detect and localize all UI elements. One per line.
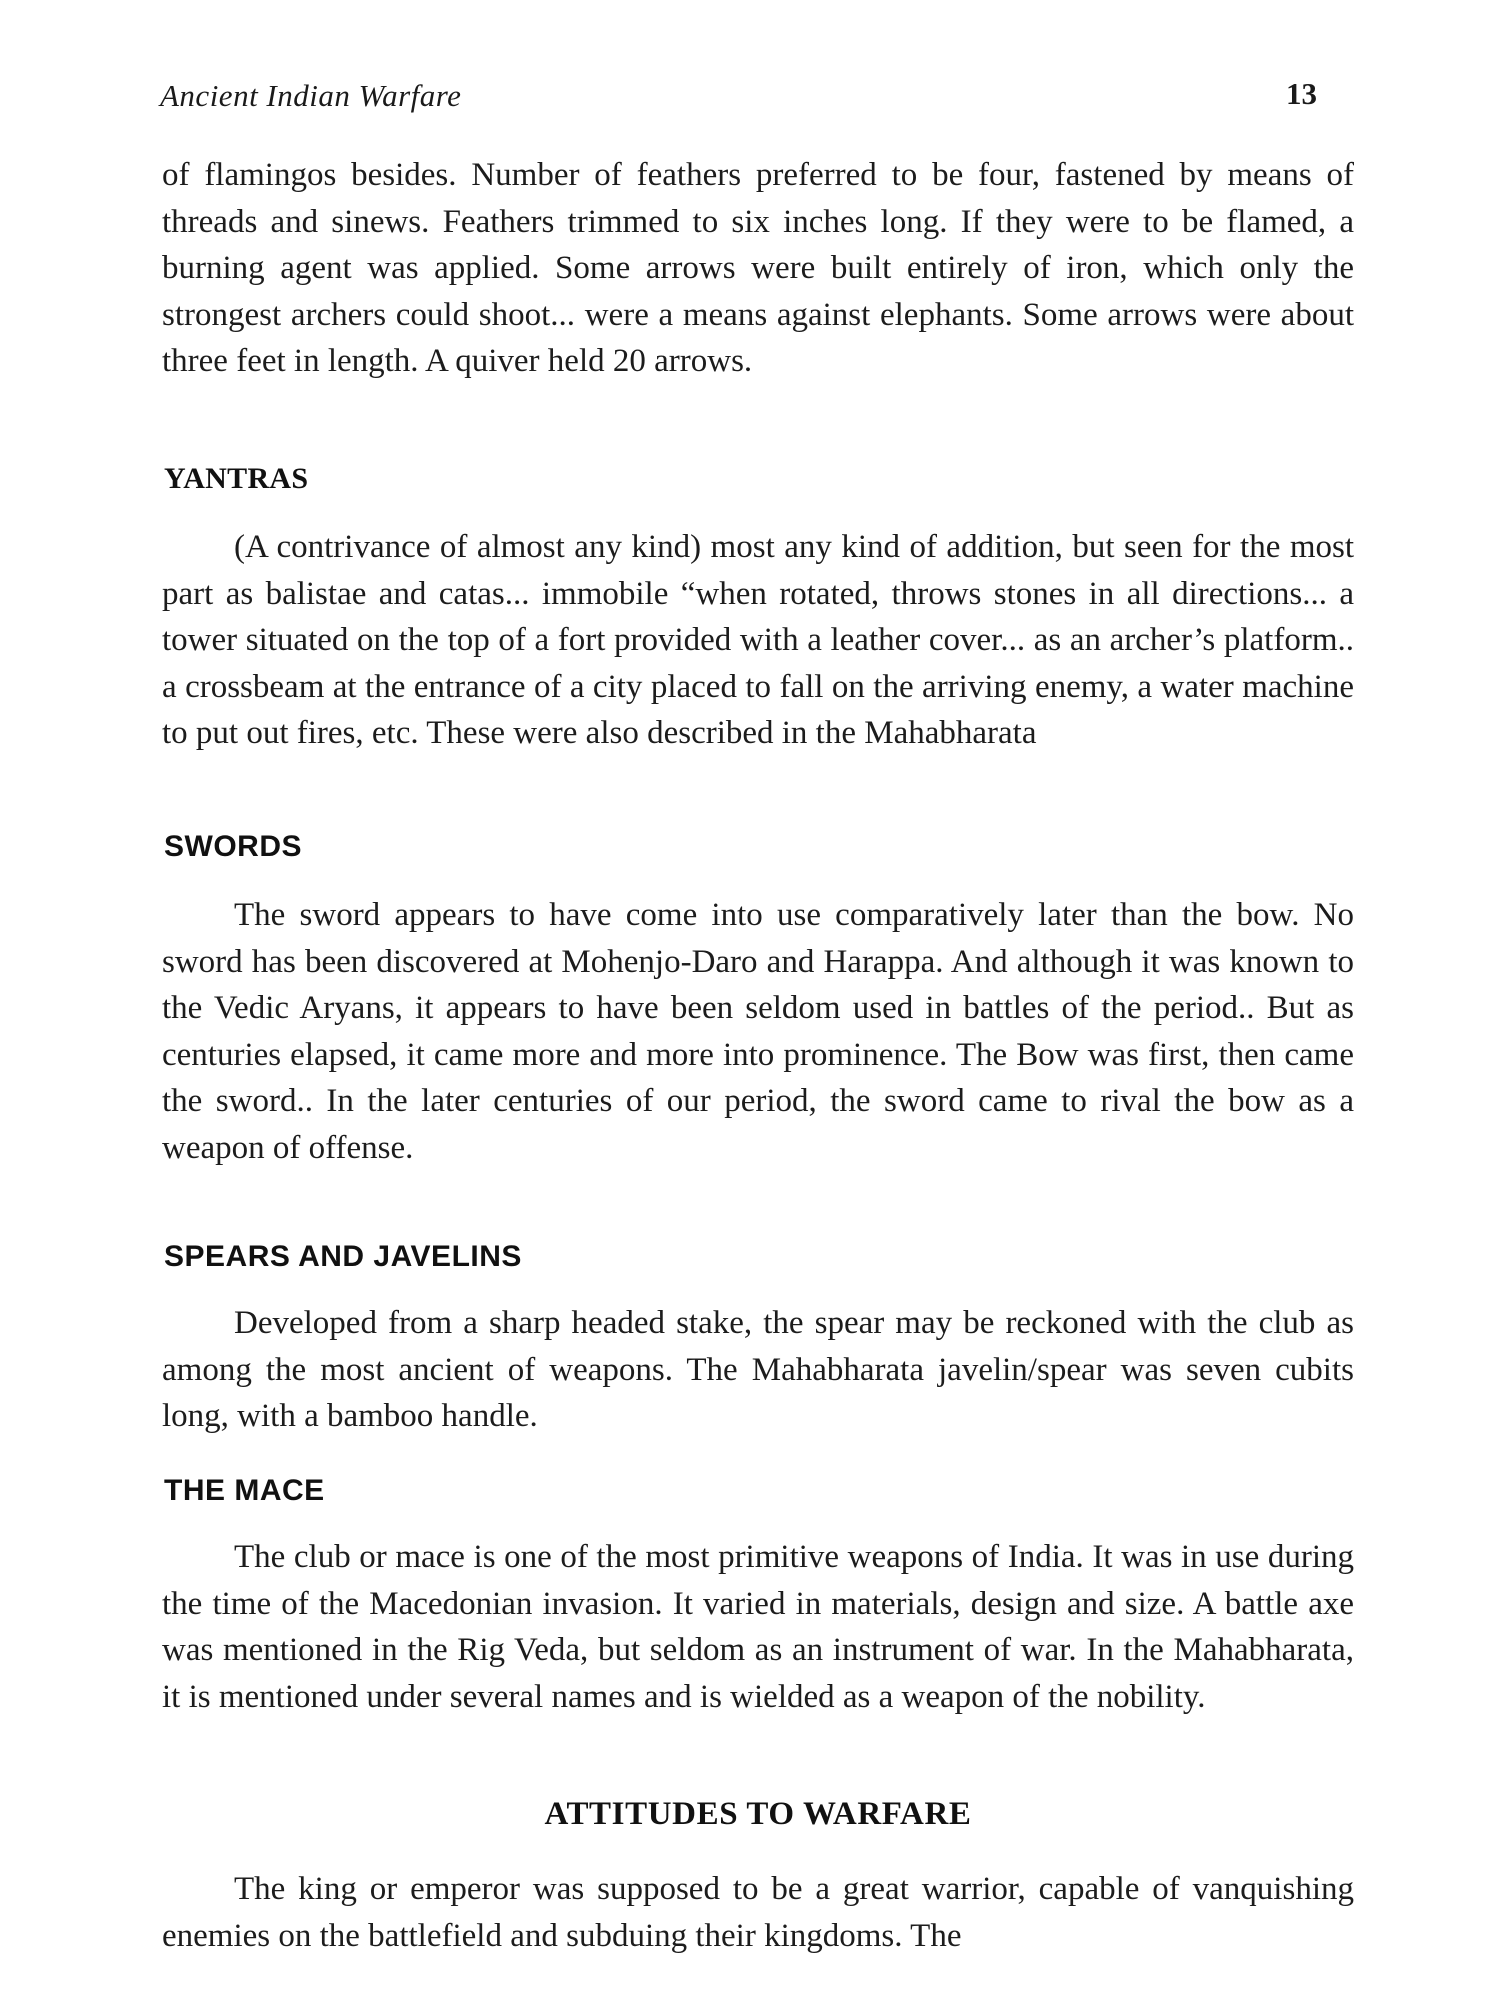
paragraph-swords: The sword appears to have come into use comparatively later than the bow. No sword has been discovered at Mohenjo-Daro and Harappa. And although it was known to the Vedic Aryans, it appears to have been seldom used in battles of the period.. But as centuries elapsed, it came more and more into prominence. The Bow was first, then came the sword.. In the later centuries of our period, the sword came to rival the bow as a weapon of offense. [162,897,1354,1166]
heading-attitudes-to-warfare: ATTITUDES TO WARFARE [544,1796,972,1832]
page-number: 13 [1286,76,1317,111]
heading-spears-and-javelins: SPEARS AND JAVELINS [164,1240,522,1273]
heading-swords: SWORDS [164,830,302,863]
paragraph-spears: Developed from a sharp headed stake, the spear may be reckoned with the club as among the most ancient of weapons. The Mahabharata javelin/spear was seven cubits long, with a bamboo handle. [162,1305,1354,1434]
heading-the-mace: THE MACE [164,1474,325,1507]
paragraph-yantras: (A contrivance of almost any kind) most any kind of addition, but seen for the most part as balistae and catas... immobile “when rotated, throws stones in all directions... a tower situated on the top of a fort provided with a leather cover... as an archer’s platform.. a crossbeam at the entrance of a city placed to fall on the arriving enemy, a water machine to put out fires, etc. These were also described in the Mahabharata [162,529,1354,751]
running-title: Ancient Indian Warfare [160,78,462,113]
heading-yantras: YANTRAS [164,462,309,495]
paragraph-attitudes: The king or emperor was supposed to be a great warrior, capable of vanquishing enemies on the battlefield and subduing their kingdoms. The [162,1871,1354,1954]
paragraph-mace: The club or mace is one of the most primitive weapons of India. It was in use during the time of the Macedonian invasion. It varied in materials, design and size. A battle axe was mentioned in the Rig Veda, but seldom as an instrument of war. In the Mahabharata, it is mentioned under several names and is wielded as a weapon of the nobility. [162,1539,1354,1715]
intro-paragraph: of flamingos besides. Number of feathers preferred to be four, fastened by means of threads and sinews. Feathers trimmed to six inches long. If they were to be flamed, a burning agent was applied. Some arrows were built entirely of iron, which only the strongest archers could shoot... were a means against elephants. Some arrows were about three feet in length. A quiver held 20 arrows. [162,157,1354,379]
